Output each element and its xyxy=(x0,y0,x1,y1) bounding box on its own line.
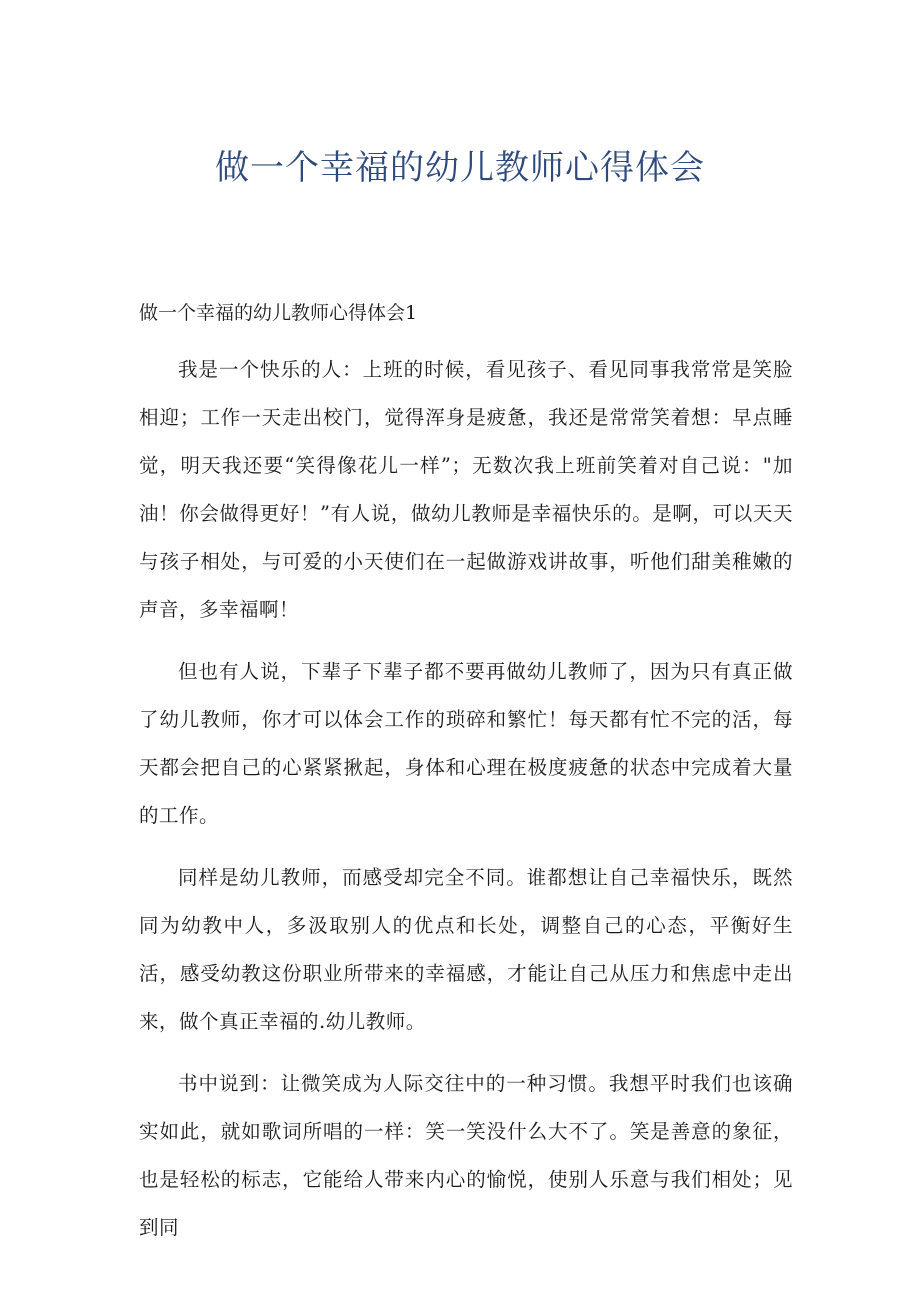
section-heading: 做一个幸福的幼儿教师心得体会1 xyxy=(139,302,418,324)
document-body xyxy=(139,294,793,1266)
paragraph-1: 我是一个快乐的人：上班的时候，看见孩子、看见同事我常常是笑脸相迎；工作一天走出校门，觉得浑身是疲惫，我还是常常笑着想：早点睡觉，明天我还要“笑得像花儿一样”；无数次我上班前笑着对自己说："加油！你会做得更好！”有人说，做幼儿教师是幸福快乐的。是啊，可以天天与孩子相处，与可爱的小天使们在一起做游戏讲故事，听他们甜美稚嫩的声音，多幸福啊！ xyxy=(139,358,793,621)
paragraph-4: 书中说到：让微笑成为人际交往中的一种习惯。我想平时我们也该确实如此，就如歌词所唱的一样：笑一笑没什么大不了。笑是善意的象征，也是轻松的标志，它能给人带来内心的愉悦，使别人乐意与我们相处；见到同 xyxy=(139,1072,793,1239)
paragraph-2: 但也有人说，下辈子下辈子都不要再做幼儿教师了，因为只有真正做了幼儿教师，你才可以体会工作的琐碎和繁忙！每天都有忙不完的活，每天都会把自己的心紧紧揪起，身体和心理在极度疲惫的状态中完成着大量的工作。 xyxy=(139,660,793,827)
paragraph-3: 同样是幼儿教师，而感受却完全不同。谁都想让自己幸福快乐，既然同为幼教中人，多汲取别人的优点和长处，调整自己的心态，平衡好生活，感受幼教这份职业所带来的幸福感，才能让自己从压力和焦虑中走出来，做个真正幸福的.幼儿教师。 xyxy=(139,866,793,1033)
document-title: 做一个幸福的幼儿教师心得体会 xyxy=(215,148,705,188)
